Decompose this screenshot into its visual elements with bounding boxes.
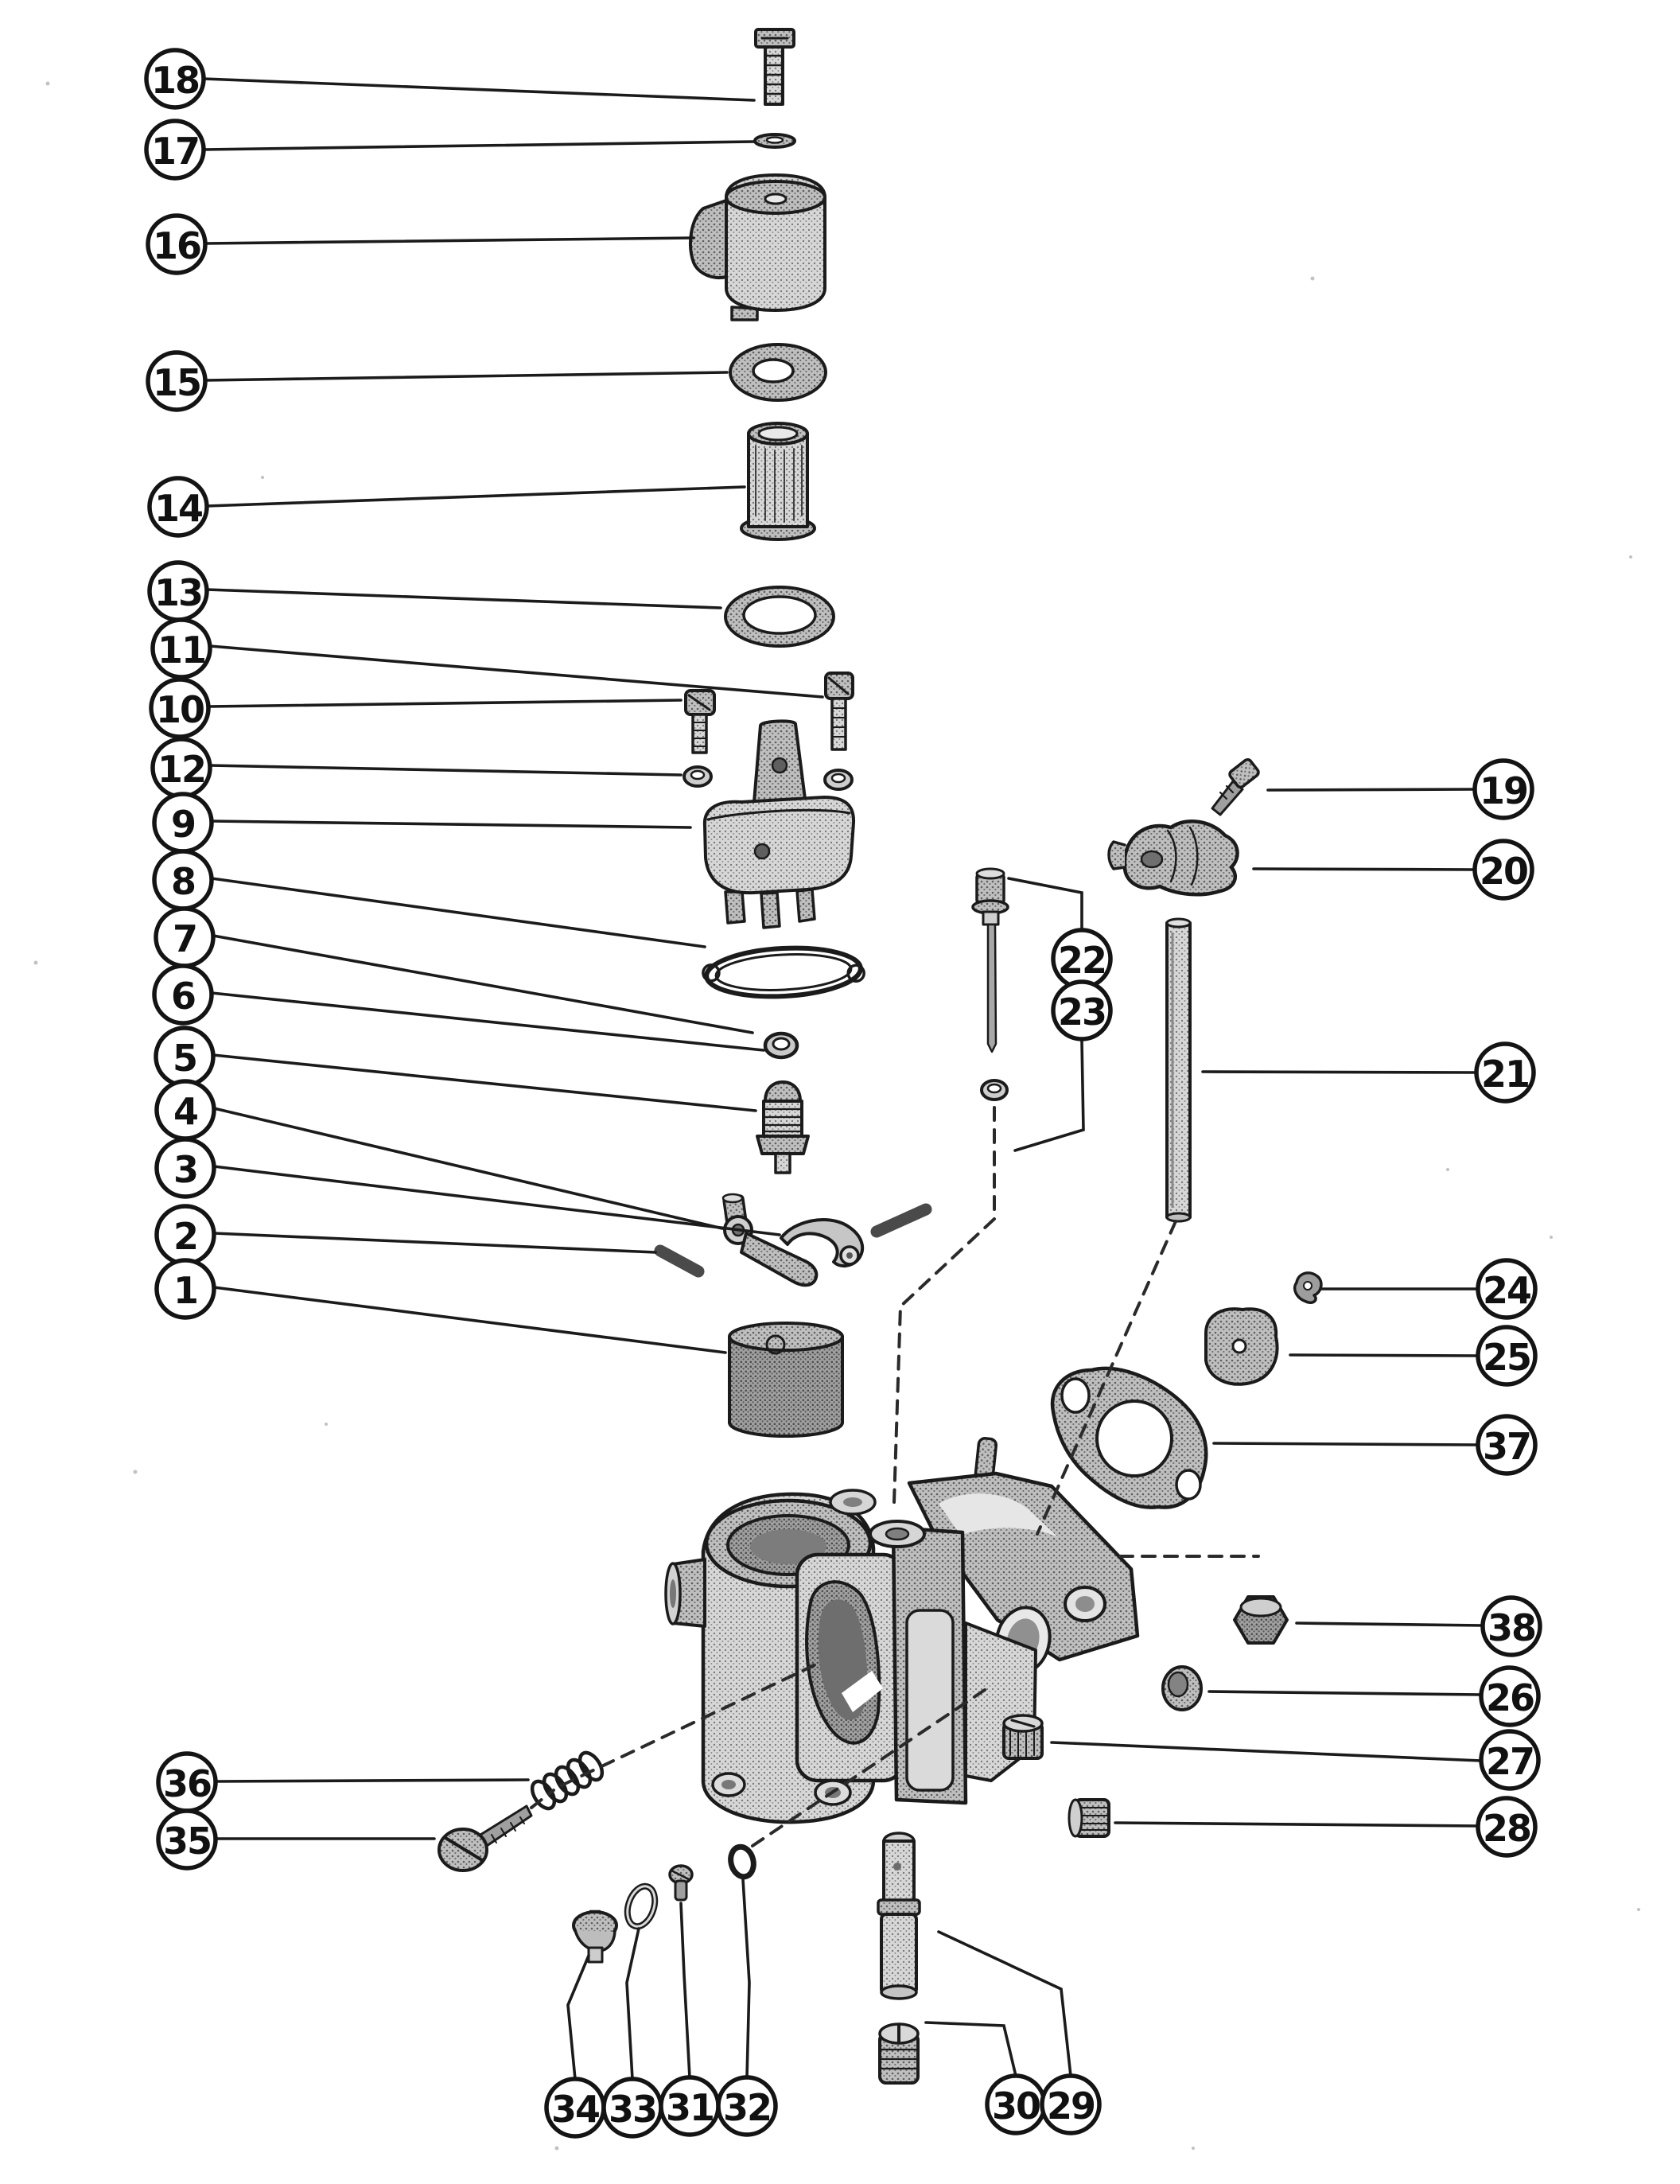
part-23-o-ring: [982, 1080, 1007, 1100]
part-11-lockwasher: [825, 770, 852, 789]
leader-line-9: [212, 821, 690, 827]
callout-number: 2: [173, 1215, 198, 1258]
callout-number: 23: [1057, 991, 1106, 1034]
part-17-washer: [755, 134, 795, 147]
callout-number: 15: [152, 361, 201, 404]
callout-28: [1478, 1798, 1535, 1855]
leader-line-7: [213, 936, 752, 1033]
callout-34: [546, 2079, 604, 2136]
callout-number: 5: [172, 1037, 197, 1080]
callout-15: [148, 352, 205, 410]
leader-line-16: [205, 238, 694, 243]
callout-30: [987, 2076, 1044, 2133]
callout-number: 10: [155, 688, 204, 731]
callout-14: [150, 478, 207, 535]
leader-line-38: [1297, 1623, 1483, 1625]
callout-36: [158, 1754, 216, 1811]
callout-number: 14: [154, 487, 203, 530]
callout-number: 3: [173, 1148, 198, 1191]
leader-line-30: [926, 2022, 1016, 2076]
part-8-gasket: [702, 944, 865, 1000]
part-9-fuel-pump-body: [705, 721, 854, 928]
callout-9: [154, 794, 212, 851]
callout-4: [157, 1081, 214, 1139]
part-34-valve: [574, 1911, 616, 1962]
callout-number: 38: [1487, 1606, 1536, 1649]
callout-24: [1478, 1260, 1535, 1318]
leader-line-19: [1268, 789, 1475, 790]
leader-line-18: [204, 79, 754, 100]
callout-number: 36: [162, 1762, 212, 1805]
callout-10: [151, 679, 208, 737]
callout-18: [146, 50, 204, 107]
leader-line-20: [1254, 869, 1475, 870]
leader-line-5: [213, 1055, 756, 1111]
callout-number: 28: [1482, 1807, 1531, 1850]
callout-number: 13: [154, 571, 203, 614]
linkage-pin: [877, 1209, 926, 1232]
callout-27: [1481, 1731, 1538, 1789]
part-30-plug: [880, 2024, 918, 2083]
leader-line-29: [939, 1932, 1071, 2076]
part-19-screw: [1212, 758, 1260, 815]
callout-11: [153, 620, 210, 677]
leader-line-11: [210, 646, 822, 697]
leader-line-25: [1290, 1355, 1478, 1356]
callout-23: [1053, 982, 1110, 1039]
part-11-screw: [826, 673, 853, 749]
callout-number: 19: [1479, 769, 1528, 812]
callout-2: [157, 1206, 214, 1263]
callout-number: 17: [150, 130, 200, 173]
part-14-filter-element: [741, 423, 815, 539]
callout-number: 1: [173, 1269, 198, 1312]
leader-line-14: [207, 487, 745, 506]
leader-line-26: [1209, 1692, 1481, 1695]
callout-number: 37: [1482, 1425, 1531, 1468]
leader-line-15: [205, 372, 727, 380]
part-21-tube: [1167, 919, 1190, 1221]
part-26-plug: [1163, 1667, 1201, 1710]
callout-32: [718, 2077, 776, 2135]
leader-line-12: [210, 765, 681, 775]
callout-6: [154, 966, 212, 1023]
callout-number: 25: [1482, 1336, 1531, 1379]
callout-21: [1476, 1044, 1534, 1101]
leader-line-37: [1214, 1443, 1478, 1445]
callout-29: [1042, 2076, 1099, 2133]
part-10-screw: [686, 691, 714, 753]
leader-line-36: [216, 1780, 528, 1781]
part-2-pin: [660, 1251, 698, 1271]
leader-line-8: [212, 878, 705, 947]
callout-26: [1481, 1668, 1538, 1725]
leader-line-32: [743, 1879, 749, 2077]
callout-17: [146, 121, 204, 178]
callout-38: [1483, 1598, 1540, 1655]
part-4-pump-lever: [723, 1194, 816, 1285]
leader-line-33: [627, 1929, 639, 2079]
part-13-gasket: [725, 587, 834, 646]
part-12-lockwasher: [684, 767, 711, 786]
callout-19: [1475, 761, 1532, 818]
leader-line-28: [1115, 1823, 1478, 1826]
part-29-nozzle: [878, 1833, 920, 1999]
callout-25: [1478, 1327, 1535, 1384]
callout-3: [157, 1139, 214, 1197]
leader-line-2: [214, 1233, 655, 1252]
part-22-needle: [973, 869, 1008, 1052]
leader-line-31: [681, 1903, 690, 2077]
callout-number: 18: [150, 59, 200, 102]
callout-33: [604, 2079, 661, 2136]
callout-number: 26: [1485, 1676, 1534, 1719]
callout-5: [156, 1028, 213, 1085]
callout-number: 9: [170, 803, 196, 846]
callout-number: 21: [1480, 1053, 1530, 1096]
callout-number: 4: [173, 1090, 198, 1133]
callout-12: [153, 739, 210, 796]
part-37-gasket: [1052, 1368, 1206, 1508]
leader-line-4: [214, 1108, 722, 1228]
leader-line-6: [212, 993, 764, 1050]
callout-number: 7: [172, 917, 197, 960]
callout-number: 33: [608, 2088, 657, 2131]
leader-line-34: [568, 1956, 589, 2079]
leader-line-1: [214, 1287, 725, 1353]
part-6-washer: [765, 1034, 797, 1057]
part-24-clip: [1295, 1273, 1321, 1302]
part-20-pump-cover: [1109, 821, 1238, 894]
callout-number: 16: [152, 224, 201, 267]
part-33-washer: [623, 1882, 660, 1929]
callout-number: 29: [1046, 2085, 1095, 2128]
parts-artwork: [34, 29, 1641, 2151]
callout-number: 31: [665, 2086, 714, 2129]
callout-22: [1053, 930, 1110, 987]
callout-7: [156, 909, 213, 966]
leader-line-23: [1015, 1041, 1083, 1150]
leader-line-10: [208, 700, 681, 707]
callout-number: 32: [722, 2086, 772, 2129]
callout-number: 30: [991, 2085, 1040, 2128]
callout-number: 34: [550, 2088, 600, 2131]
callout-number: 24: [1482, 1269, 1531, 1312]
leader-line-3: [214, 1166, 780, 1235]
leader-line-13: [207, 590, 721, 608]
carburetor-body: [666, 1438, 1138, 1822]
callout-number: 20: [1479, 850, 1528, 893]
callout-8: [154, 851, 212, 909]
leader-line-22: [1009, 878, 1082, 928]
part-16-pump-base: [690, 175, 825, 320]
callout-number: 6: [170, 975, 196, 1018]
part-35-screw: [439, 1806, 531, 1871]
callout-number: 8: [170, 860, 196, 903]
part-5-check-valve: [757, 1082, 808, 1173]
part-28-plug: [1069, 1800, 1109, 1836]
callout-number: 27: [1485, 1740, 1534, 1783]
part-27-plug: [1004, 1715, 1042, 1758]
callout-31: [661, 2077, 718, 2135]
callout-20: [1475, 841, 1532, 898]
callout-1: [157, 1260, 214, 1318]
callout-number: 35: [162, 1820, 212, 1863]
leader-line-27: [1052, 1742, 1481, 1761]
part-25-diaphragm: [1206, 1309, 1278, 1384]
callout-16: [148, 216, 205, 273]
part-38-nut: [1235, 1597, 1287, 1643]
callout-13: [150, 563, 207, 620]
part-32-o-ring: [728, 1844, 756, 1879]
part-31-screw: [670, 1866, 692, 1900]
part-15-washer: [730, 345, 826, 400]
callout-35: [158, 1811, 216, 1868]
callout-number: 22: [1057, 939, 1106, 982]
leader-line-21: [1203, 1072, 1476, 1073]
part-18-screw: [756, 29, 794, 104]
leader-line-17: [204, 142, 754, 150]
callout-number: 12: [157, 748, 206, 791]
callout-number: 11: [157, 629, 206, 672]
callout-37: [1478, 1416, 1535, 1474]
part-1-plunger-cylinder: [729, 1323, 842, 1436]
